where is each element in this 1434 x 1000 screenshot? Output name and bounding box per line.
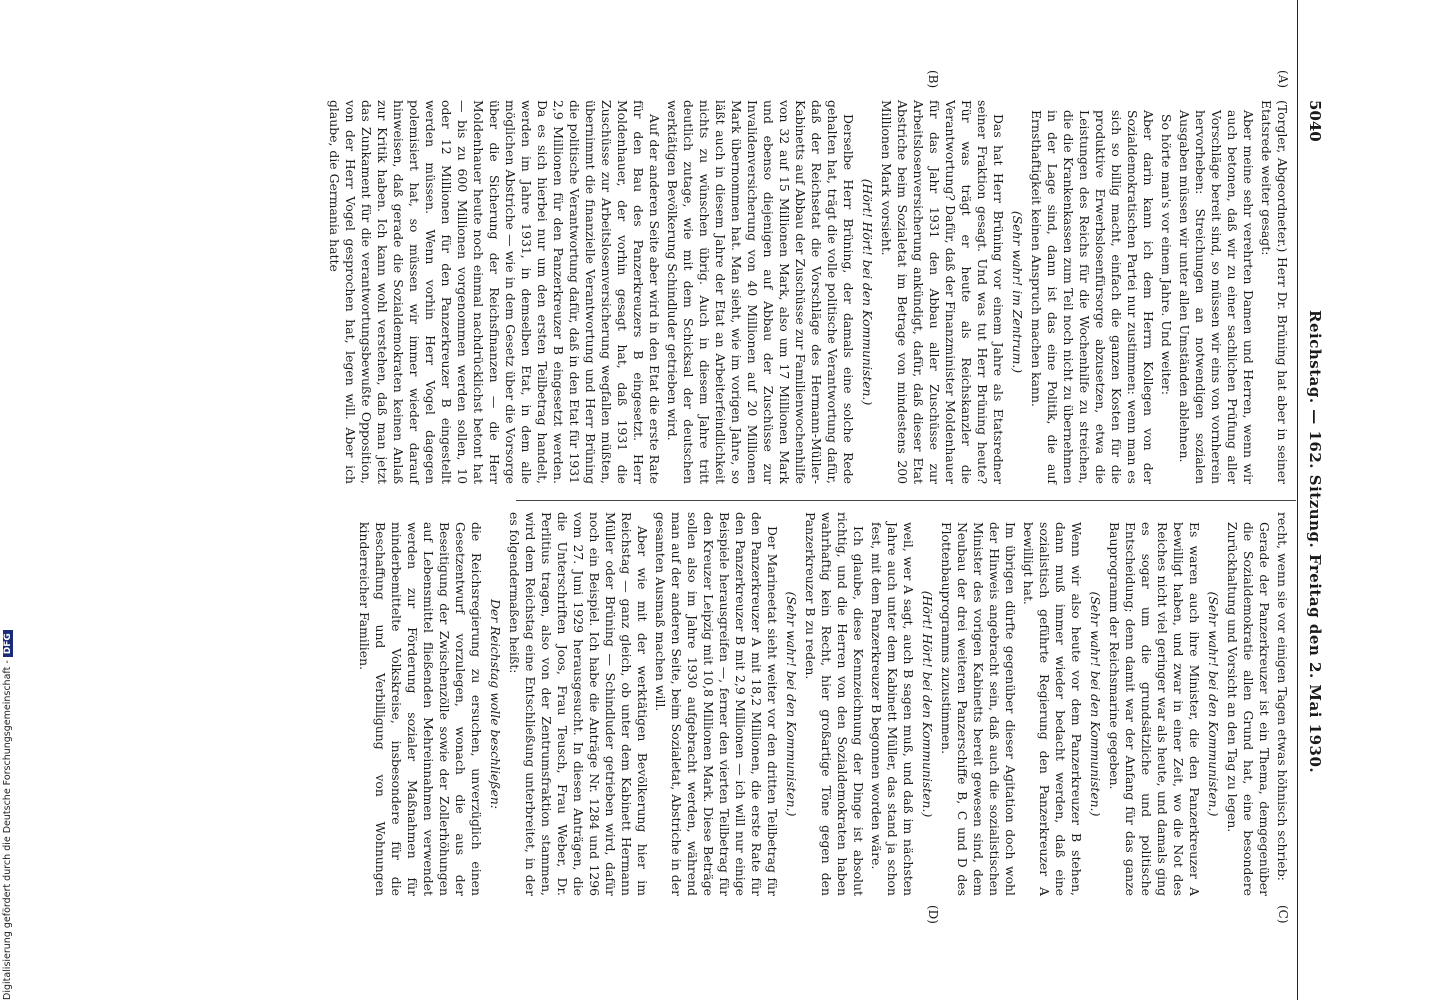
paragraph: Ich glaube, diese Kennzeichnung der Dinge ist absolut richtig, und die Herren von den Sozialdemokraten haben wahrhaftig kein Recht, hier großartige Töne gegen den Panzerkreuzer B zu reden. bbox=[803, 512, 866, 896]
quote: Es waren auch ihre Minister, die den Panzerkreuzer A bewilligt haben, und zwar in einer Zeit, wo die Not des Reiches nicht viel geringer war als heute, und damals ging es sogar um die grundsätzliche und politische Entscheidung; denn damit war der Anfang für das ganze Bauprogramm der Reichsmarine gegeben. bbox=[1107, 522, 1202, 896]
margin-marker-b: (B) bbox=[926, 70, 940, 89]
quote: Im übrigen dürfte gegenüber dieser Agitation doch wohl der Hinweis angebracht sein, daß auch die sozialistischen Minister des vorigen Kabinetts bereit gewesen sind, dem Neubau der drei weiteren Panzerschiffe B, C und D des Flottenbauprogramms zuzustimmen. bbox=[939, 522, 1018, 896]
dfg-logo: DFG bbox=[3, 630, 13, 657]
interjection: (Sehr wahr! bei den Kommunisten.) bbox=[1206, 591, 1221, 817]
margin-marker-a: (A) bbox=[1276, 70, 1290, 89]
paragraph: recht, wenn sie vor einigen Tagen etwas höhnisch schrieb: bbox=[1275, 512, 1290, 881]
paragraph: Aber wie mit der werktätigen Bevölkerung hier im Reichstag — ganz gleich, ob unter dem Kabinett Hermann Müller oder Brüning — Schindluder getrieben wird, dafür noch ein Beispiel. Ich habe die Anträge Nr. 1284 und 1296 vom 27. Juni 1929 herausgesucht. In diesen Anträgen, die die Unterschriften Joos, Frau Teusch, Frau Weber, Dr. Perlitius tragen, also von der Zentrumsfraktion stammen, wird dem Reichstag eine Entschließung unterbreitet, in der es folgendermaßen heißt: bbox=[507, 512, 650, 896]
interjection: (Hört! Hört! bei den Kommunisten.) bbox=[920, 590, 935, 818]
margin-marker-c: (C) bbox=[1276, 905, 1290, 924]
paragraph: Auf der anderen Seite aber wird in den Etat die erste Rate für den Bau des Panzerkreuzers B eingesetzt. Herr Moldenhauer, der vorhin gesagt hat, daß 1931 die Zuschüsse zur Arbeitslosenversicherung wegfallen müßten, übernimmt die finanzielle Verantwortung und Herr Brüning die politische Verantwortung dafür, daß in den Etat für 1931 2,9 Millionen für den Panzerkreuzer B eingesetzt werden. Da es sich hierbei nur um den ersten Teilbetrag handelt, werden im Jahre 1931, in demselben Etat, in dem alle möglichen Abstriche — wie in dem Gesetz über die Vorsorge über die Sicherung der Reichsfinanzen — die Herr Moldenhauer heute noch einmal nachdrücklichst betont hat — bis zu 600 Millionen vorgenommen werden sollen, 10 oder 12 Millionen für den Panzerkreuzer B eingestellt werden müssen. Wenn vorhin Herr Vogel dagegen polemisiert hat, so müssen wir immer wieder darauf hinweisen, daß gerade die Sozialdemokraten keinen Anlaß zur Kritik haben. Ich kann wohl verstehen, daß man jetzt das Zunkament für die verantwortungsbewußte Opposition, von der Herr Vogel gesprochen hat, legen will. Aber ich glaube, die Germania hatte bbox=[327, 100, 662, 484]
paragraph: So hörte man's vor einem Jahre. Und weiter: bbox=[1159, 114, 1174, 396]
quote: Gerade der Panzerkreuzer ist ein Thema, demgegenüber die Sozialdemokratie allen Grund hat, eine besondere Zurückhaltung und Vorsicht an den Tag zu legen. bbox=[1225, 522, 1272, 896]
interjection: (Sehr wahr! bei den Kommunisten.) bbox=[1088, 591, 1103, 817]
interjection: (Hört! Hört! bei den Kommunisten.) bbox=[860, 178, 875, 406]
quote: Aber meine sehr verehrten Damen und Herren, wenn wir auch betonen, daß wir zu einer sachlichen Prüfung aller Vorschläge bereit sind, so müssen wir eins von vornherein hervorheben: Streichungen an notwendigen sozialen Ausgaben müssen wir unter allen Umständen ablehnen. bbox=[1177, 110, 1256, 484]
quote: Aber darin kann ich dem Herrn Kollegen von der Sozialdemokratischen Partei nur zustimmen: wenn man es sich so billig macht, einfach die ganzen Kosten für die produktive Erwerbslosenfürsorge abzusetzen, etwa die Leistungen des Reichs für die Wochenhilfe zu streichen, die die Krankenkassen zum Teil noch nicht zu übernehmen in der Lage sind, dann ist das eine Politik, die auf Ernsthaftigkeit keinen Anspruch machen kann. bbox=[1029, 110, 1156, 484]
interjection: (Sehr wahr! bei den Kommunisten.) bbox=[784, 591, 799, 817]
left-column bbox=[324, 100, 1290, 484]
resolution-heading: Der Reichstag wolle beschließen: bbox=[488, 598, 503, 810]
paragraph: (Torgler, Abgeordneter.) Herr Dr. Brüning hat aber in seiner Etatsrede weiter gesagt: bbox=[1259, 100, 1290, 484]
column-divider bbox=[516, 500, 1296, 501]
page-header bbox=[1297, 0, 1330, 1000]
margin-marker-d: (D) bbox=[926, 905, 940, 924]
paragraph: Derselbe Herr Brüning, der damals eine solche Rede gehalten hat, trägt die volle politische Verantwortung dafür, daß der Reichsetat die Vorschläge des Hermann-Müller-Kabinetts auf Abbau der Zuschüsse zur Familienwochenhilfe von 32 auf 15 Millionen Mark, also um 17 Millionen Mark und ebenso diejenigen auf Abbau der Zuschüsse zur Invalidenversicherung von 40 Millionen auf 20 Millionen Mark übernommen hat. Man sieht, wie im vorigen Jahre, so läßt auch in diesem Jahre der Etat an Arbeiterfeindlichkeit nichts zu wünschen übrig. Auch in diesem Jahre tritt deutlich zutage, wie mit dem Schicksal der deutschen werktätigen Bevölkerung Schindluder getrieben wird. bbox=[665, 100, 856, 484]
footer-text: Digitalisierung gefördert durch die Deutsche Forschungsgemeinschaft - bbox=[2, 660, 13, 1000]
paragraph: Das hat Herr Brüning vor einem Jahre als Etatsredner seiner Fraktion gesagt. Und was tut Herr Brüning heute? Für was trägt er heute als Reichskanzler die Verantwortung? Dafür, daß der Finanzminister Moldenhauer für das Jahr 1931 den Abbau aller Zuschüsse zur Arbeitslosenversicherung ankündigt, dafür, daß dieser Etat Abstriche beim Sozialetat im Betrage von mindestens 200 Millionen Mark vorsieht. bbox=[879, 100, 1006, 484]
interjection: (Sehr wahr! im Zentrum.) bbox=[1010, 210, 1025, 374]
digitization-footer bbox=[2, 0, 13, 1000]
quote: Wenn wir also heute vor dem Panzerkreuzer B stehen, dann muß immer wieder bedacht werden, daß eine sozialistisch geführte Regierung den Panzerkreuzer A bewilligt hat. bbox=[1021, 522, 1084, 896]
page-number: 5040 bbox=[1306, 100, 1324, 142]
page-title: Reichstag. — 162. Sitzung. Freitag den 2. Mai 1930. bbox=[1306, 310, 1324, 774]
paragraph: Der Marineetat sieht weiter vor den dritten Teilbetrag für den Panzerkreuzer A mit 18,2 Millionen, die erste Rate für den Panzerkreuzer B mit 2,9 Millionen — ich will nur einige Beispiele herausgreifen —, ferner den vierten Teilbetrag für den Kreuzer Leipzig mit 10,8 Millionen Mark. Diese Beträge sollen also im Jahre 1930 aufgebracht werden, während man auf der anderen Seite, beim Sozialetat, Abstriche in der gesamten Ausmaß machen will. bbox=[653, 512, 780, 896]
right-column bbox=[354, 512, 1290, 896]
quote: weil, wer A sagt, auch B sagen muß, und daß im nächsten Jahre auch unter dem Kabinett Müller, das stand ja schon fest, mit dem Panzerkreuzer B begonnen worden wäre. bbox=[869, 522, 916, 896]
quote: die Reichsregierung zu ersuchen, unverzüglich einen Gesetzentwurf vorzulegen, wonach die aus der Beseitigung der Zwischenzölle sowie der Zollerhöhungen auf Lebensmittel fließenden Mehreinnahmen verwendet werden zur Förderung sozialer Maßnahmen für minderbemittelte Volkskreise, insbesondere für die Beschaffung und Verbilligung von Wohnungen kinderreicher Familien. bbox=[357, 522, 484, 896]
